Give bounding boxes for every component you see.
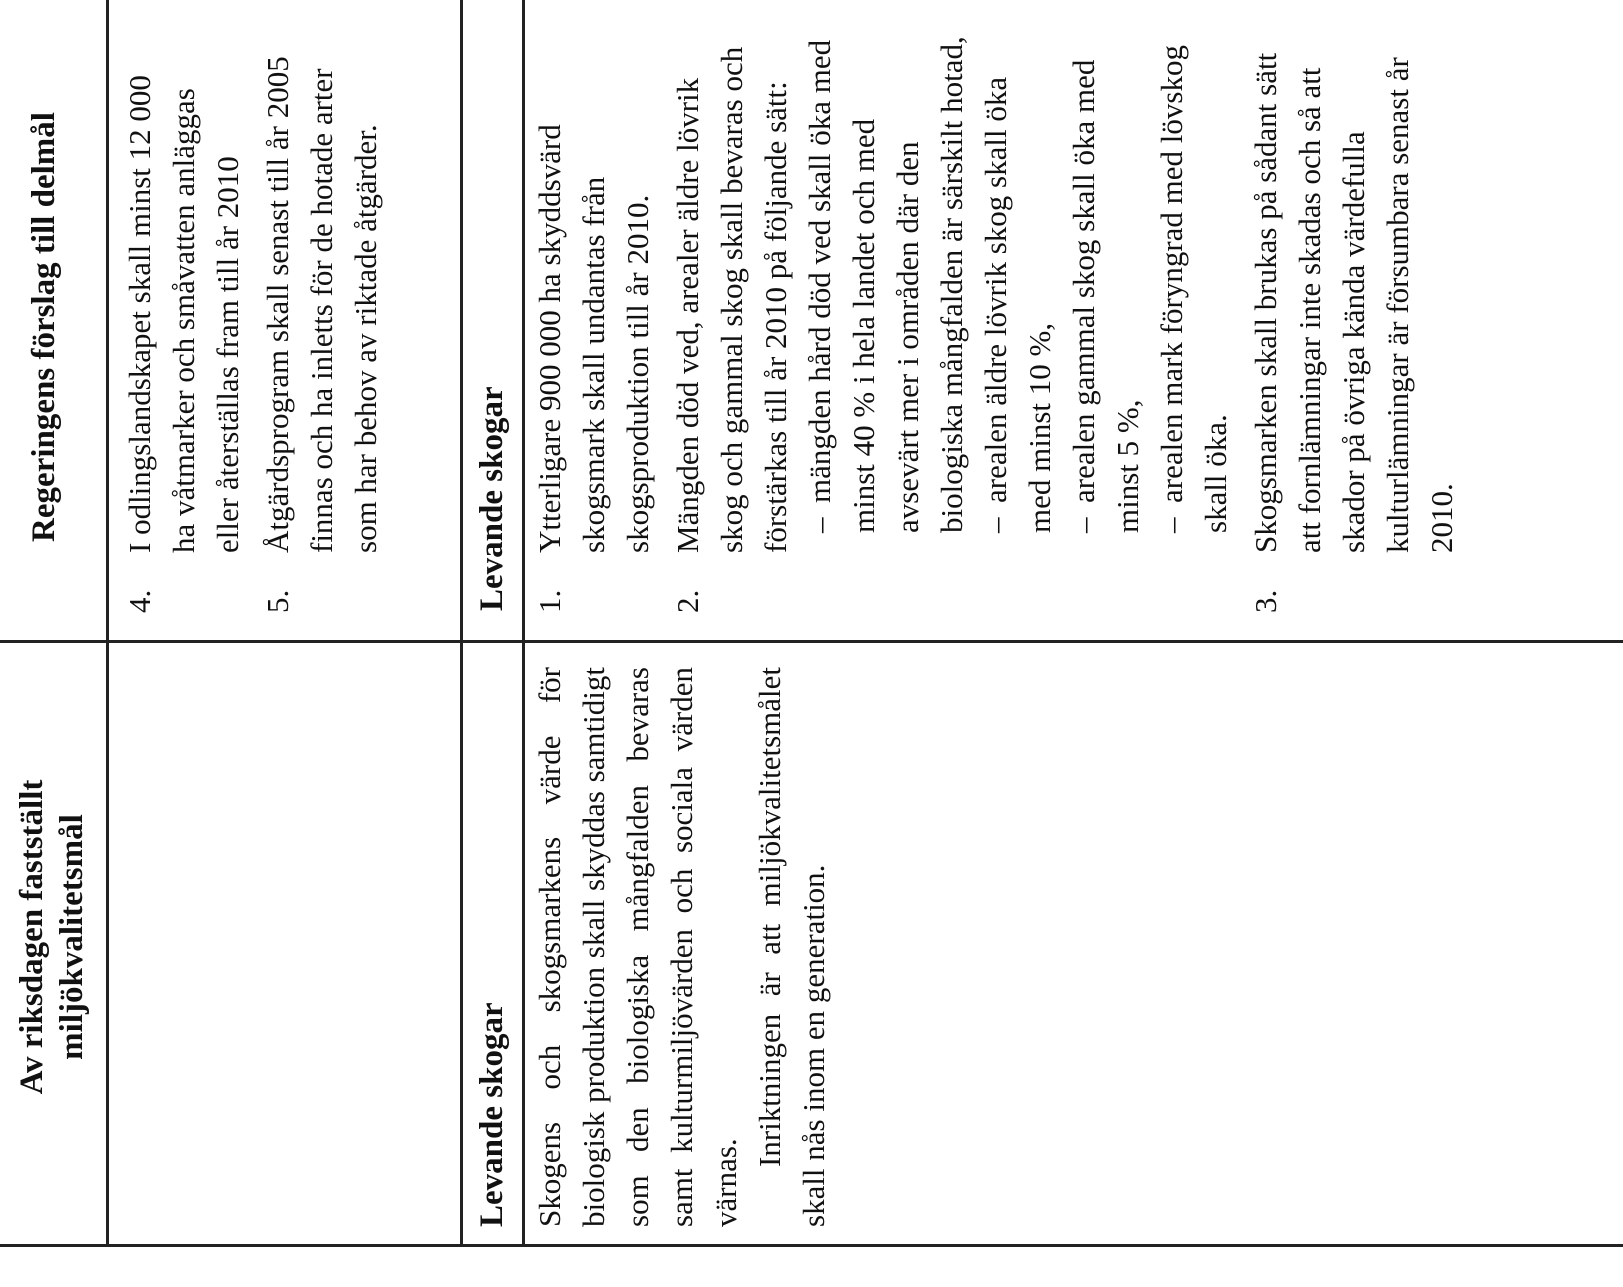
list-item <box>118 53 250 613</box>
sub-item-text: mängden hård död ved skall öka med minst 40 % i hela landet och med avsevärt mer i områden där den biologiska mångfalden är särskilt hotad, <box>802 36 969 533</box>
header-left: Av riksdagen fastställt miljökvalitetsmål <box>14 779 90 1095</box>
column-divider <box>0 640 1623 643</box>
dash-bullet: – <box>978 517 1013 533</box>
left-body <box>528 667 836 1227</box>
item-number: 4. <box>122 589 157 613</box>
body-paragraph: Skogens och skogsmarkens värde för biologisk produktion skall skyddas samtidigt som den biologiska mångfalden bevaras samt kulturmiljövärden och sociala värden värnas. <box>532 667 743 1227</box>
list-item <box>666 23 1238 613</box>
item-text: Mängden död ved, arealer äldre lövrik skog och gammal skog skall bevaras och förstärkas till år 2010 på följande sätt: <box>670 46 793 553</box>
dash-bullet: – <box>1066 517 1101 533</box>
item-number: 1. <box>532 589 567 613</box>
item-text: Skogsmarken skall brukas på sådant sätt att fornlämningar inte skadas och så att skador på övriga kända värdefulla kulturlämningar är försumbara senast år 2010. <box>1248 52 1459 553</box>
list-item <box>256 53 388 613</box>
list-item <box>1244 23 1464 613</box>
sub-item <box>1062 23 1150 553</box>
list-item <box>528 23 660 613</box>
section-title-rule <box>522 0 525 1247</box>
header-rule <box>106 0 109 1247</box>
right-body <box>528 23 1470 613</box>
top-items <box>118 53 394 613</box>
sub-item-text: arealen äldre lövrik skog skall öka med minst 10 %, <box>978 76 1057 533</box>
section-title-left: Levande skogar <box>474 1002 510 1227</box>
item-number: 2. <box>670 589 705 613</box>
body-paragraph: Inriktningen är att miljökvalitetsmålet skall nås inom en generation. <box>752 667 831 1227</box>
dash-bullet: – <box>1154 517 1189 533</box>
item-number: 5. <box>260 589 295 613</box>
item-number: 3. <box>1248 589 1283 613</box>
table-left-border <box>0 1244 1623 1247</box>
sub-item <box>798 23 974 553</box>
sub-item <box>1150 23 1238 553</box>
item-text: Ytterligare 900 000 ha skyddsvärd skogsmark skall undantas från skogsproduktion till år 2010. <box>532 124 655 553</box>
item-text: Åtgärdsprogram skall senast till år 2005 finnas och ha inletts för de hotade arter som har behov av riktade åtgärder. <box>260 56 383 553</box>
sub-item <box>974 23 1062 553</box>
dash-bullet: – <box>802 517 837 533</box>
header-right: Regeringens förslag till delmål <box>26 112 62 542</box>
sub-item-text: arealen gammal skog skall öka med minst 5 %, <box>1066 59 1145 533</box>
sub-item-text: arealen mark föryngrad med lövskog skall öka. <box>1154 45 1233 533</box>
item-text: I odlingslandskapet skall minst 12 000 ha våtmarker och småvatten anläggas eller återställas fram till år 2010 <box>122 75 245 553</box>
section-rule <box>460 0 463 1247</box>
section-title-right: Levande skogar <box>474 386 510 611</box>
